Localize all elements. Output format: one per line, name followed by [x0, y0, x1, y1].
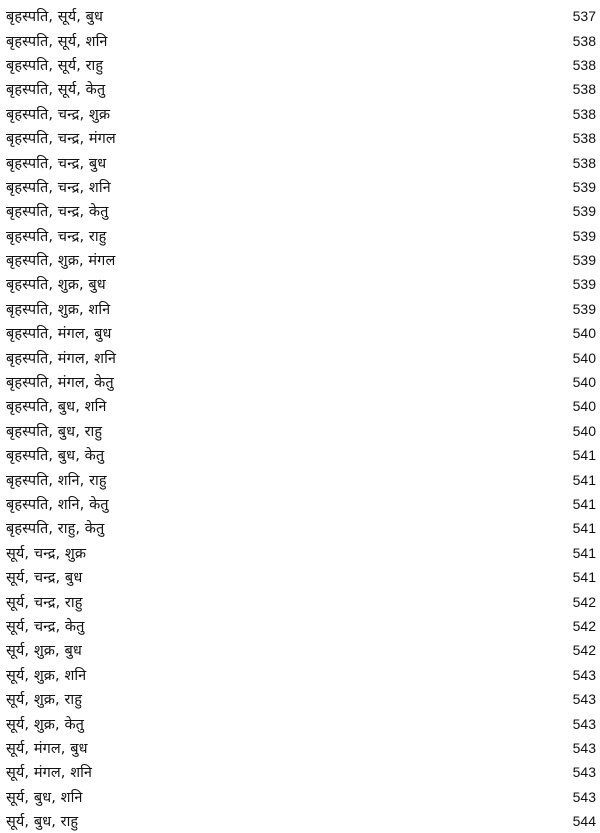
toc-entry-title: बृहस्पति, बुध, केतु [6, 448, 105, 465]
toc-entry [6, 443, 596, 467]
toc-entry [6, 4, 596, 28]
toc-entry-title: सूर्य, शुक्र, केतु [6, 716, 85, 733]
toc-entry-page: 540 [572, 398, 596, 415]
toc-entry-page: 544 [572, 813, 596, 830]
toc-entry [6, 492, 596, 516]
toc-entry-title: बृहस्पति, शुक्र, शनि [6, 301, 111, 318]
toc-entry [6, 614, 596, 638]
toc-entry-page: 541 [572, 544, 596, 561]
toc-entry [6, 516, 596, 540]
toc-entry-title: बृहस्पति, चन्द्र, मंगल [6, 131, 116, 148]
toc-entry-title: बृहस्पति, सूर्य, बुध [6, 9, 104, 26]
toc-entry-title: सूर्य, चन्द्र, केतु [6, 618, 85, 635]
toc-entry-title: बृहस्पति, राहु, केतु [6, 521, 105, 538]
toc-entry-title: बृहस्पति, चन्द्र, बुध [6, 155, 107, 172]
toc-entry-title: बृहस्पति, चन्द्र, शुक्र [6, 106, 111, 123]
toc-entry-page: 538 [572, 32, 596, 49]
toc-entry-page: 543 [572, 739, 596, 756]
toc-entry-title: सूर्य, शुक्र, बुध [6, 643, 82, 660]
toc-entry-title: सूर्य, मंगल, बुध [6, 740, 88, 757]
toc-entry-page: 537 [572, 8, 596, 25]
toc-entry-title: बृहस्पति, बुध, शनि [6, 399, 107, 416]
toc-entry [6, 711, 596, 735]
toc-entry-page: 541 [572, 496, 596, 512]
toc-entry-page: 543 [572, 715, 596, 732]
toc-entry-page: 540 [572, 422, 596, 439]
toc-entry-page: 542 [572, 593, 596, 610]
toc-entry [6, 394, 596, 418]
toc-entry [6, 77, 596, 101]
toc-entry [6, 785, 596, 809]
toc-entry-title: सूर्य, चन्द्र, बुध [6, 570, 83, 587]
toc-entry-page: 539 [572, 300, 596, 317]
toc-entry-page: 541 [572, 569, 596, 586]
toc-entry [6, 687, 596, 711]
toc-entry-page: 538 [572, 154, 596, 171]
toc-entry-page: 542 [572, 617, 596, 634]
toc-entry-page: 541 [572, 447, 596, 464]
toc-entry [6, 102, 596, 126]
toc-entry [6, 28, 596, 52]
toc-entry-page: 539 [572, 203, 596, 220]
toc-entry-title: बृहस्पति, चन्द्र, राहु [6, 228, 107, 245]
toc-entry [6, 53, 596, 77]
toc-entry-page: 542 [572, 642, 596, 659]
toc-entry [6, 760, 596, 784]
toc-entry [6, 272, 596, 296]
toc-entry-title: बृहस्पति, सूर्य, केतु [6, 82, 106, 99]
toc-entry [6, 541, 596, 565]
toc-entry-title: बृहस्पति, बुध, राहु [6, 423, 103, 440]
toc-entry [6, 150, 596, 174]
toc-entry-title: बृहस्पति, शनि, केतु [6, 497, 109, 513]
toc-entry-page: 539 [572, 252, 596, 269]
toc-entry-title: सूर्य, मंगल, शनि [6, 765, 93, 782]
toc-entry-page: 538 [572, 105, 596, 122]
toc-entry-page: 538 [572, 81, 596, 98]
toc-entry-title: सूर्य, चन्द्र, शुक्र [6, 545, 87, 562]
toc-entry-page: 539 [572, 227, 596, 244]
table-of-contents [6, 4, 596, 833]
toc-entry-title: बृहस्पति, मंगल, शनि [6, 350, 117, 367]
toc-entry-page: 538 [572, 56, 596, 73]
toc-entry [6, 589, 596, 613]
toc-entry [6, 663, 596, 687]
toc-entry [6, 419, 596, 443]
toc-entry [6, 224, 596, 248]
toc-entry [6, 370, 596, 394]
toc-entry [6, 638, 596, 662]
toc-entry [6, 565, 596, 589]
toc-entry-page: 539 [572, 178, 596, 195]
toc-entry-page: 538 [572, 130, 596, 147]
toc-entry-page: 540 [572, 325, 596, 342]
toc-entry-title: सूर्य, शुक्र, शनि [6, 667, 87, 684]
toc-entry-page: 541 [572, 520, 596, 537]
toc-entry-page: 543 [572, 666, 596, 683]
toc-entry-title: बृहस्पति, चन्द्र, शनि [6, 179, 111, 196]
toc-entry-page: 540 [572, 374, 596, 391]
toc-entry-title: बृहस्पति, शुक्र, मंगल [6, 253, 116, 270]
toc-entry-page: 539 [572, 276, 596, 293]
toc-entry-title: सूर्य, शुक्र, राहु [6, 692, 83, 709]
toc-entry-title: बृहस्पति, शुक्र, बुध [6, 277, 106, 294]
toc-entry-title: बृहस्पति, चन्द्र, केतु [6, 204, 109, 221]
toc-entry [6, 297, 596, 321]
toc-entry [6, 199, 596, 223]
toc-entry [6, 248, 596, 272]
toc-entry [6, 126, 596, 150]
toc-entry [6, 809, 596, 833]
toc-entry [6, 736, 596, 760]
toc-entry-title: बृहस्पति, सूर्य, शनि [6, 33, 108, 50]
toc-entry-title: सूर्य, चन्द्र, राहु [6, 594, 83, 611]
toc-entry-title: बृहस्पति, मंगल, केतु [6, 375, 114, 392]
toc-entry [6, 321, 596, 345]
toc-entry [6, 345, 596, 369]
toc-entry-page: 543 [572, 691, 596, 708]
toc-entry-page: 543 [572, 788, 596, 805]
toc-entry [6, 467, 596, 491]
toc-entry-page: 541 [572, 471, 596, 488]
toc-entry-title: बृहस्पति, मंगल, बुध [6, 326, 112, 343]
toc-entry-title: सूर्य, बुध, शनि [6, 789, 83, 806]
toc-entry-title: बृहस्पति, सूर्य, राहु [6, 57, 104, 74]
toc-entry-title: सूर्य, बुध, राहु [6, 814, 79, 831]
toc-entry-title: बृहस्पति, शनि, राहु [6, 472, 107, 489]
toc-entry-page: 540 [572, 349, 596, 366]
toc-entry-page: 543 [572, 764, 596, 781]
toc-entry [6, 175, 596, 199]
